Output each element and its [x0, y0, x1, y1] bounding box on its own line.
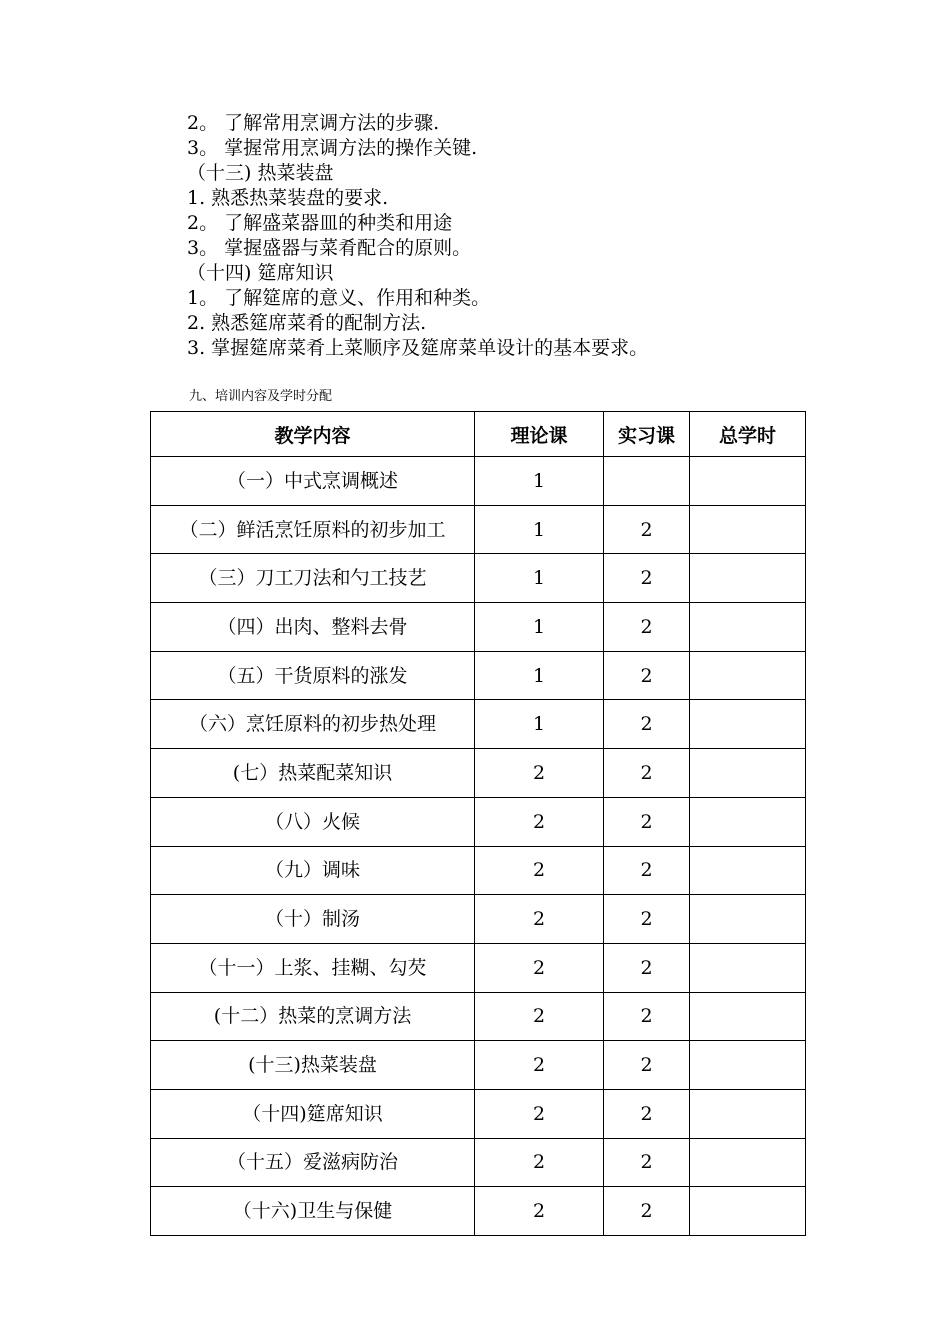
table-header-row	[151, 412, 806, 457]
text-line: 1。 了解筵席的意义、作用和种类。	[187, 287, 491, 309]
cell-total-hours	[690, 554, 806, 603]
cell-content: （一）中式烹调概述	[151, 457, 475, 506]
cell-content: （十六)卫生与保健	[151, 1187, 475, 1236]
cell-practice-hours: 2	[604, 603, 690, 652]
cell-total-hours	[690, 1041, 806, 1090]
cell-theory-hours: 2	[475, 846, 604, 895]
cell-theory-hours: 1	[475, 505, 604, 554]
table-row	[151, 797, 806, 846]
cell-content: （十四)筵席知识	[151, 1089, 475, 1138]
cell-practice-hours: 2	[604, 651, 690, 700]
cell-theory-hours: 1	[475, 457, 604, 506]
text-line: 3。 掌握常用烹调方法的操作关键.	[187, 137, 478, 159]
text-line: 3。 掌握盛器与菜肴配合的原则。	[187, 237, 472, 259]
cell-practice-hours: 2	[604, 797, 690, 846]
cell-practice-hours: 2	[604, 554, 690, 603]
header-practice: 实习课	[604, 412, 690, 457]
cell-total-hours	[690, 992, 806, 1041]
cell-theory-hours: 2	[475, 895, 604, 944]
cell-content: （三）刀工刀法和勺工技艺	[151, 554, 475, 603]
cell-content: (七）热菜配菜知识	[151, 749, 475, 798]
table-row	[151, 554, 806, 603]
cell-theory-hours: 2	[475, 1041, 604, 1090]
cell-content: (十二）热菜的烹调方法	[151, 992, 475, 1041]
cell-total-hours	[690, 505, 806, 554]
cell-content: （十）制汤	[151, 895, 475, 944]
cell-theory-hours: 1	[475, 700, 604, 749]
cell-theory-hours: 2	[475, 992, 604, 1041]
table-row	[151, 457, 806, 506]
header-content: 教学内容	[151, 412, 475, 457]
cell-total-hours	[690, 603, 806, 652]
text-line: 2。 了解盛菜器皿的种类和用途	[187, 212, 453, 234]
cell-theory-hours: 2	[475, 797, 604, 846]
text-line: 2。 了解常用烹调方法的步骤.	[187, 112, 440, 134]
cell-practice-hours: 2	[604, 846, 690, 895]
cell-practice-hours: 2	[604, 992, 690, 1041]
cell-total-hours	[690, 700, 806, 749]
cell-content: （八）火候	[151, 797, 475, 846]
cell-content: （九）调味	[151, 846, 475, 895]
cell-total-hours	[690, 797, 806, 846]
cell-theory-hours: 1	[475, 603, 604, 652]
cell-theory-hours: 2	[475, 1089, 604, 1138]
cell-total-hours	[690, 1138, 806, 1187]
cell-practice-hours: 2	[604, 1041, 690, 1090]
cell-total-hours	[690, 651, 806, 700]
table-row	[151, 1041, 806, 1090]
cell-content: （十五）爱滋病防治	[151, 1138, 475, 1187]
cell-theory-hours: 2	[475, 1187, 604, 1236]
table-row	[151, 651, 806, 700]
cell-content: （十一）上浆、挂糊、勾芡	[151, 943, 475, 992]
table-row	[151, 1138, 806, 1187]
cell-theory-hours: 1	[475, 554, 604, 603]
table-row	[151, 846, 806, 895]
cell-practice-hours: 2	[604, 895, 690, 944]
cell-total-hours	[690, 846, 806, 895]
cell-theory-hours: 2	[475, 943, 604, 992]
cell-practice-hours: 2	[604, 505, 690, 554]
cell-content: （五）干货原料的涨发	[151, 651, 475, 700]
cell-theory-hours: 1	[475, 651, 604, 700]
table-row	[151, 603, 806, 652]
text-line: 3. 掌握筵席菜肴上菜顺序及筵席菜单设计的基本要求。	[187, 337, 649, 359]
section-heading: （十三) 热菜装盘	[187, 162, 334, 184]
cell-total-hours	[690, 895, 806, 944]
cell-practice-hours	[604, 457, 690, 506]
cell-theory-hours: 2	[475, 1138, 604, 1187]
cell-total-hours	[690, 1089, 806, 1138]
cell-practice-hours: 2	[604, 1138, 690, 1187]
cell-total-hours	[690, 1187, 806, 1236]
cell-content: （二）鲜活烹饪原料的初步加工	[151, 505, 475, 554]
cell-practice-hours: 2	[604, 1187, 690, 1236]
table-body	[151, 457, 806, 1236]
cell-practice-hours: 2	[604, 1089, 690, 1138]
table-caption: 九、培训内容及学时分配	[189, 389, 333, 404]
cell-total-hours	[690, 943, 806, 992]
cell-practice-hours: 2	[604, 943, 690, 992]
table-row	[151, 943, 806, 992]
table-row	[151, 895, 806, 944]
text-line: 1. 熟悉热菜装盘的要求.	[187, 187, 389, 209]
table-row	[151, 992, 806, 1041]
cell-theory-hours: 2	[475, 749, 604, 798]
text-line: 2. 熟悉筵席菜肴的配制方法.	[187, 312, 427, 334]
cell-total-hours	[690, 749, 806, 798]
section-heading: （十四) 筵席知识	[187, 262, 334, 284]
table-row	[151, 505, 806, 554]
cell-content: （四）出肉、整料去骨	[151, 603, 475, 652]
cell-content: （六）烹饪原料的初步热处理	[151, 700, 475, 749]
cell-content: (十三)热菜装盘	[151, 1041, 475, 1090]
cell-practice-hours: 2	[604, 700, 690, 749]
header-theory: 理论课	[475, 412, 604, 457]
table-row	[151, 1089, 806, 1138]
cell-practice-hours: 2	[604, 749, 690, 798]
body-text	[187, 111, 867, 361]
table-row	[151, 700, 806, 749]
table-row	[151, 749, 806, 798]
cell-total-hours	[690, 457, 806, 506]
hours-allocation-table	[150, 411, 806, 1236]
table-row	[151, 1187, 806, 1236]
header-total: 总学时	[690, 412, 806, 457]
